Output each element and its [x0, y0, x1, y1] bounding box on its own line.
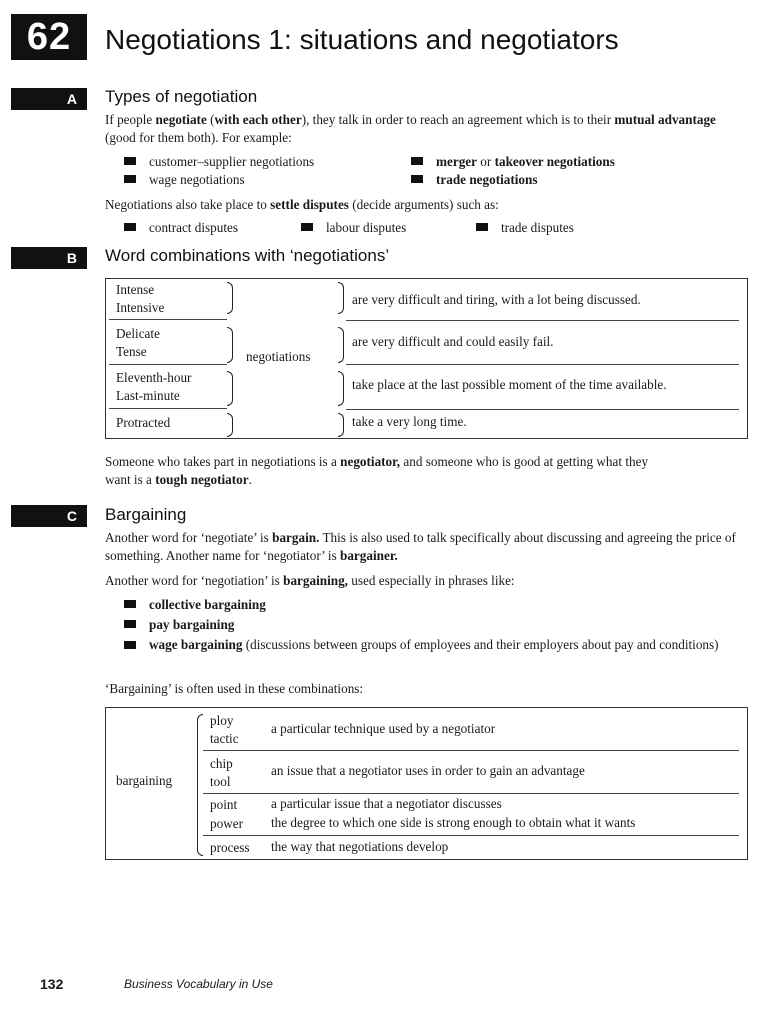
brace-icon: [338, 327, 344, 363]
row-divider: [346, 364, 739, 365]
table-cell-word: tactic: [210, 731, 239, 746]
brace-icon: [227, 327, 233, 363]
table-cell-word: point: [210, 797, 238, 812]
negotiations-combinations-table: [105, 278, 748, 439]
table-cell-meaning: are very difficult and tiring, with a lot being discussed.: [352, 292, 641, 307]
table-cell-meaning: the way that negotiations develop: [271, 839, 449, 854]
table-cell-meaning: a particular issue that a negotiator discusses: [271, 796, 502, 811]
list-item: collective bargaining: [124, 596, 266, 614]
table-cell-adjective: Delicate: [116, 326, 160, 341]
list-item: labour disputes: [301, 219, 406, 237]
section-c-para-1: Another word for ‘negotiate’ is bargain. This is also used to talk specifically about discussing and agreeing the price of something. Another name for ‘negotiator’ is bargainer.: [105, 530, 736, 563]
section-c-heading: Bargaining: [105, 505, 187, 524]
brace-icon: [227, 413, 233, 437]
table-cell-adjective: Intensive: [116, 300, 165, 315]
negotiations-word: negotiations: [246, 349, 311, 364]
section-a-label: A: [11, 88, 87, 110]
table-cell-adjective: Tense: [116, 344, 147, 359]
section-a-heading: Types of negotiation: [105, 87, 258, 106]
row-divider: [109, 319, 227, 320]
unit-number-badge: 62: [11, 14, 87, 60]
table-cell-meaning: take place at the last possible moment of the time available.: [352, 377, 667, 392]
bullet-square-icon: [301, 223, 313, 231]
brace-icon: [338, 282, 344, 314]
brace-icon: [338, 371, 344, 406]
table-cell-word: process: [210, 840, 250, 855]
bargaining-combinations-table: [105, 707, 748, 860]
table-cell-meaning: take a very long time.: [352, 414, 467, 429]
list-item: pay bargaining: [124, 616, 234, 634]
row-divider: [109, 408, 227, 409]
list-item: trade negotiations: [411, 171, 537, 189]
list-item: merger or takeover negotiations: [411, 153, 615, 171]
bullet-square-icon: [124, 157, 136, 165]
row-divider: [203, 750, 739, 751]
section-a-intro: If people negotiate (with each other), they talk in order to reach an agreement which is to their mutual advantage (good for them both). For example:: [105, 112, 716, 145]
brace-icon: [338, 413, 344, 437]
table-cell-meaning: are very difficult and could easily fail.: [352, 334, 554, 349]
bullet-square-icon: [124, 175, 136, 183]
bullet-square-icon: [124, 641, 136, 649]
section-b-label: B: [11, 247, 87, 269]
section-b-heading: Word combinations with ‘negotiations’: [105, 246, 390, 265]
bullet-square-icon: [411, 175, 423, 183]
row-divider: [203, 835, 739, 836]
list-item: contract disputes: [124, 219, 238, 237]
table-cell-meaning: a particular technique used by a negotiator: [271, 721, 496, 736]
table-cell-adjective: Last-minute: [116, 388, 180, 403]
table-cell-meaning: an issue that a negotiator uses in order to gain an advantage: [271, 763, 585, 778]
section-c-para-2: Another word for ‘negotiation’ is bargaining, used especially in phrases like:: [105, 573, 515, 588]
bullet-square-icon: [124, 620, 136, 628]
table-cell-adjective: Protracted: [116, 415, 171, 430]
unit-title: Negotiations 1: situations and negotiators: [105, 24, 619, 55]
list-item: wage bargaining (discussions between groups of employees and their employers about pay and conditions): [124, 636, 744, 654]
row-divider: [346, 320, 739, 321]
bullet-square-icon: [476, 223, 488, 231]
table-cell-meaning: the degree to which one side is strong enough to obtain what it wants: [271, 815, 636, 830]
row-divider: [346, 409, 739, 410]
section-c-label: C: [11, 505, 87, 527]
row-divider: [203, 793, 739, 794]
brace-icon: [227, 371, 233, 406]
table-cell-adjective: Eleventh-hour: [116, 370, 192, 385]
table-cell-word: ploy: [210, 713, 234, 728]
table-cell-word: power: [210, 816, 243, 831]
table-cell-word: tool: [210, 774, 231, 789]
page-number: 132: [40, 976, 64, 992]
table-cell-adjective: Intense: [116, 282, 155, 297]
bullet-square-icon: [124, 600, 136, 608]
list-item: trade disputes: [476, 219, 574, 237]
brace-icon: [227, 282, 233, 314]
bullet-square-icon: [411, 157, 423, 165]
table-cell-word: chip: [210, 756, 233, 771]
list-item: customer–supplier negotiations: [124, 153, 314, 171]
section-b-negotiator-text: Someone who takes part in negotiations is a negotiator, and someone who is good at getting what they want is a tough negotiator.: [105, 454, 649, 487]
bargaining-word: bargaining: [116, 773, 173, 788]
book-title: Business Vocabulary in Use: [124, 977, 273, 991]
row-divider: [109, 364, 227, 365]
section-a-disputes-intro: Negotiations also take place to settle disputes (decide arguments) such as:: [105, 197, 499, 212]
section-c-para-3: ‘Bargaining’ is often used in these combinations:: [105, 681, 364, 696]
bullet-square-icon: [124, 223, 136, 231]
list-item: wage negotiations: [124, 171, 245, 189]
